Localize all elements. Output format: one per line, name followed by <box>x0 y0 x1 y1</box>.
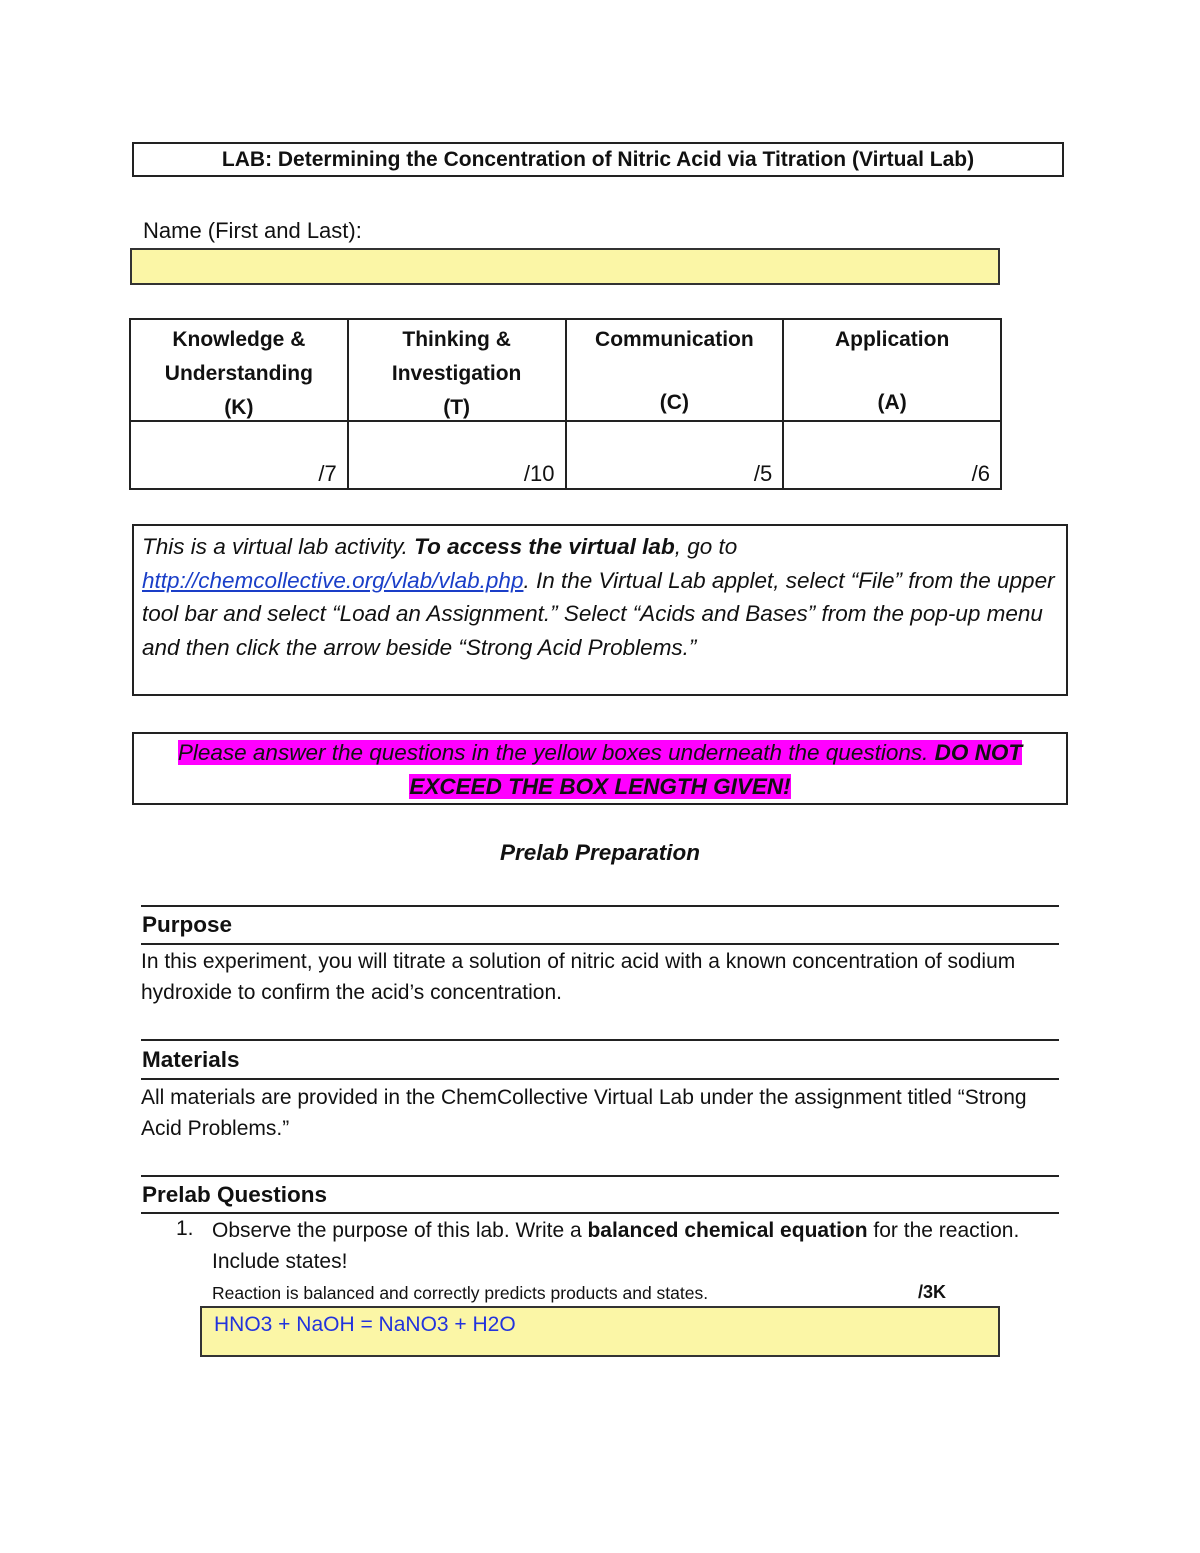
marks-header-line: Knowledge & <box>172 328 306 351</box>
question-text-part: for the reaction. Include states! <box>212 1219 1020 1273</box>
section-divider <box>141 905 1059 907</box>
marks-header-line: Investigation <box>391 362 522 385</box>
lab-title <box>132 142 1064 177</box>
purpose-heading: Purpose <box>142 912 233 937</box>
virtual-lab-instructions <box>132 524 1068 696</box>
materials-heading: Materials <box>142 1047 240 1072</box>
section-divider <box>141 1212 1059 1214</box>
marks-header-spacer <box>784 357 1000 386</box>
intro-text: , go to <box>674 534 738 559</box>
section-divider <box>141 1078 1059 1080</box>
marks-score-application[interactable]: /6 <box>783 421 1001 489</box>
prelab-title: Prelab Preparation <box>499 840 701 865</box>
lab-title-text: LAB: Determining the Concentration of Nitric Acid via Titration (Virtual Lab) <box>221 147 975 171</box>
marks-header-line: Application <box>834 328 950 351</box>
chemcollective-link[interactable]: http://chemcollective.org/vlab/vlab.php <box>142 567 524 593</box>
name-input[interactable] <box>130 248 1000 285</box>
question-text <box>212 1215 1052 1277</box>
marks-score-row <box>130 421 1001 489</box>
marks-header-spacer <box>567 357 783 386</box>
marks-header-code: (A) <box>877 391 907 414</box>
materials-text: All materials are provided in the ChemCollective Virtual Lab under the assignment titled “Strong Acid Problems.” <box>141 1086 1027 1140</box>
marks-table <box>129 318 1002 490</box>
intro-text: . In the Virtual Lab applet, select “File” from the upper tool bar and select “Load an Assignment.” Select “Acids and Bases” from the pop-up menu and then click the arrow beside “Strong Acid Problems.” <box>142 567 1055 660</box>
section-divider <box>141 1175 1059 1177</box>
marks-header-communication <box>566 319 784 421</box>
question-number: 1. <box>176 1217 194 1240</box>
marks-header-line: Understanding <box>164 362 313 385</box>
marks-header-code: (C) <box>659 391 689 414</box>
section-divider <box>141 1039 1059 1041</box>
marks-header-line: Communication <box>595 328 754 351</box>
question-text-bold: balanced chemical equation <box>587 1219 868 1242</box>
answer-instructions-bold: DO NOT EXCEED THE BOX LENGTH GIVEN! <box>409 740 1023 799</box>
purpose-text: In this experiment, you will titrate a solution of nitric acid with a known concentration of sodium hydroxide to confirm the acid’s concentration. <box>141 950 1016 1004</box>
question-score: /3K <box>918 1282 947 1302</box>
question-text-part: Observe the purpose of this lab. Write a <box>212 1219 588 1242</box>
intro-bold-text: To access the virtual lab <box>414 534 675 559</box>
section-divider <box>141 943 1059 945</box>
marks-header-knowledge <box>130 319 348 421</box>
marks-header-code: (K) <box>224 396 254 419</box>
marks-header-code: (T) <box>443 396 471 419</box>
question-rubric: Reaction is balanced and correctly predicts products and states. <box>212 1283 709 1303</box>
marks-score-communication[interactable]: /5 <box>566 421 784 489</box>
marks-score-knowledge[interactable]: /7 <box>130 421 348 489</box>
intro-text: This is a virtual lab activity. <box>142 534 415 559</box>
answer-instructions-box <box>132 732 1068 805</box>
marks-header-line: Thinking & <box>402 328 511 351</box>
marks-score-thinking[interactable]: /10 <box>348 421 566 489</box>
answer-input[interactable]: HNO3 + NaOH = NaNO3 + H2O <box>200 1306 1000 1357</box>
marks-header-thinking <box>348 319 566 421</box>
name-label: Name (First and Last): <box>143 218 362 243</box>
answer-instructions-text: Please answer the questions in the yellow boxes underneath the questions. <box>177 740 935 765</box>
marks-header-row <box>130 319 1001 421</box>
marks-header-application <box>783 319 1001 421</box>
prelab-questions-heading: Prelab Questions <box>142 1182 328 1207</box>
